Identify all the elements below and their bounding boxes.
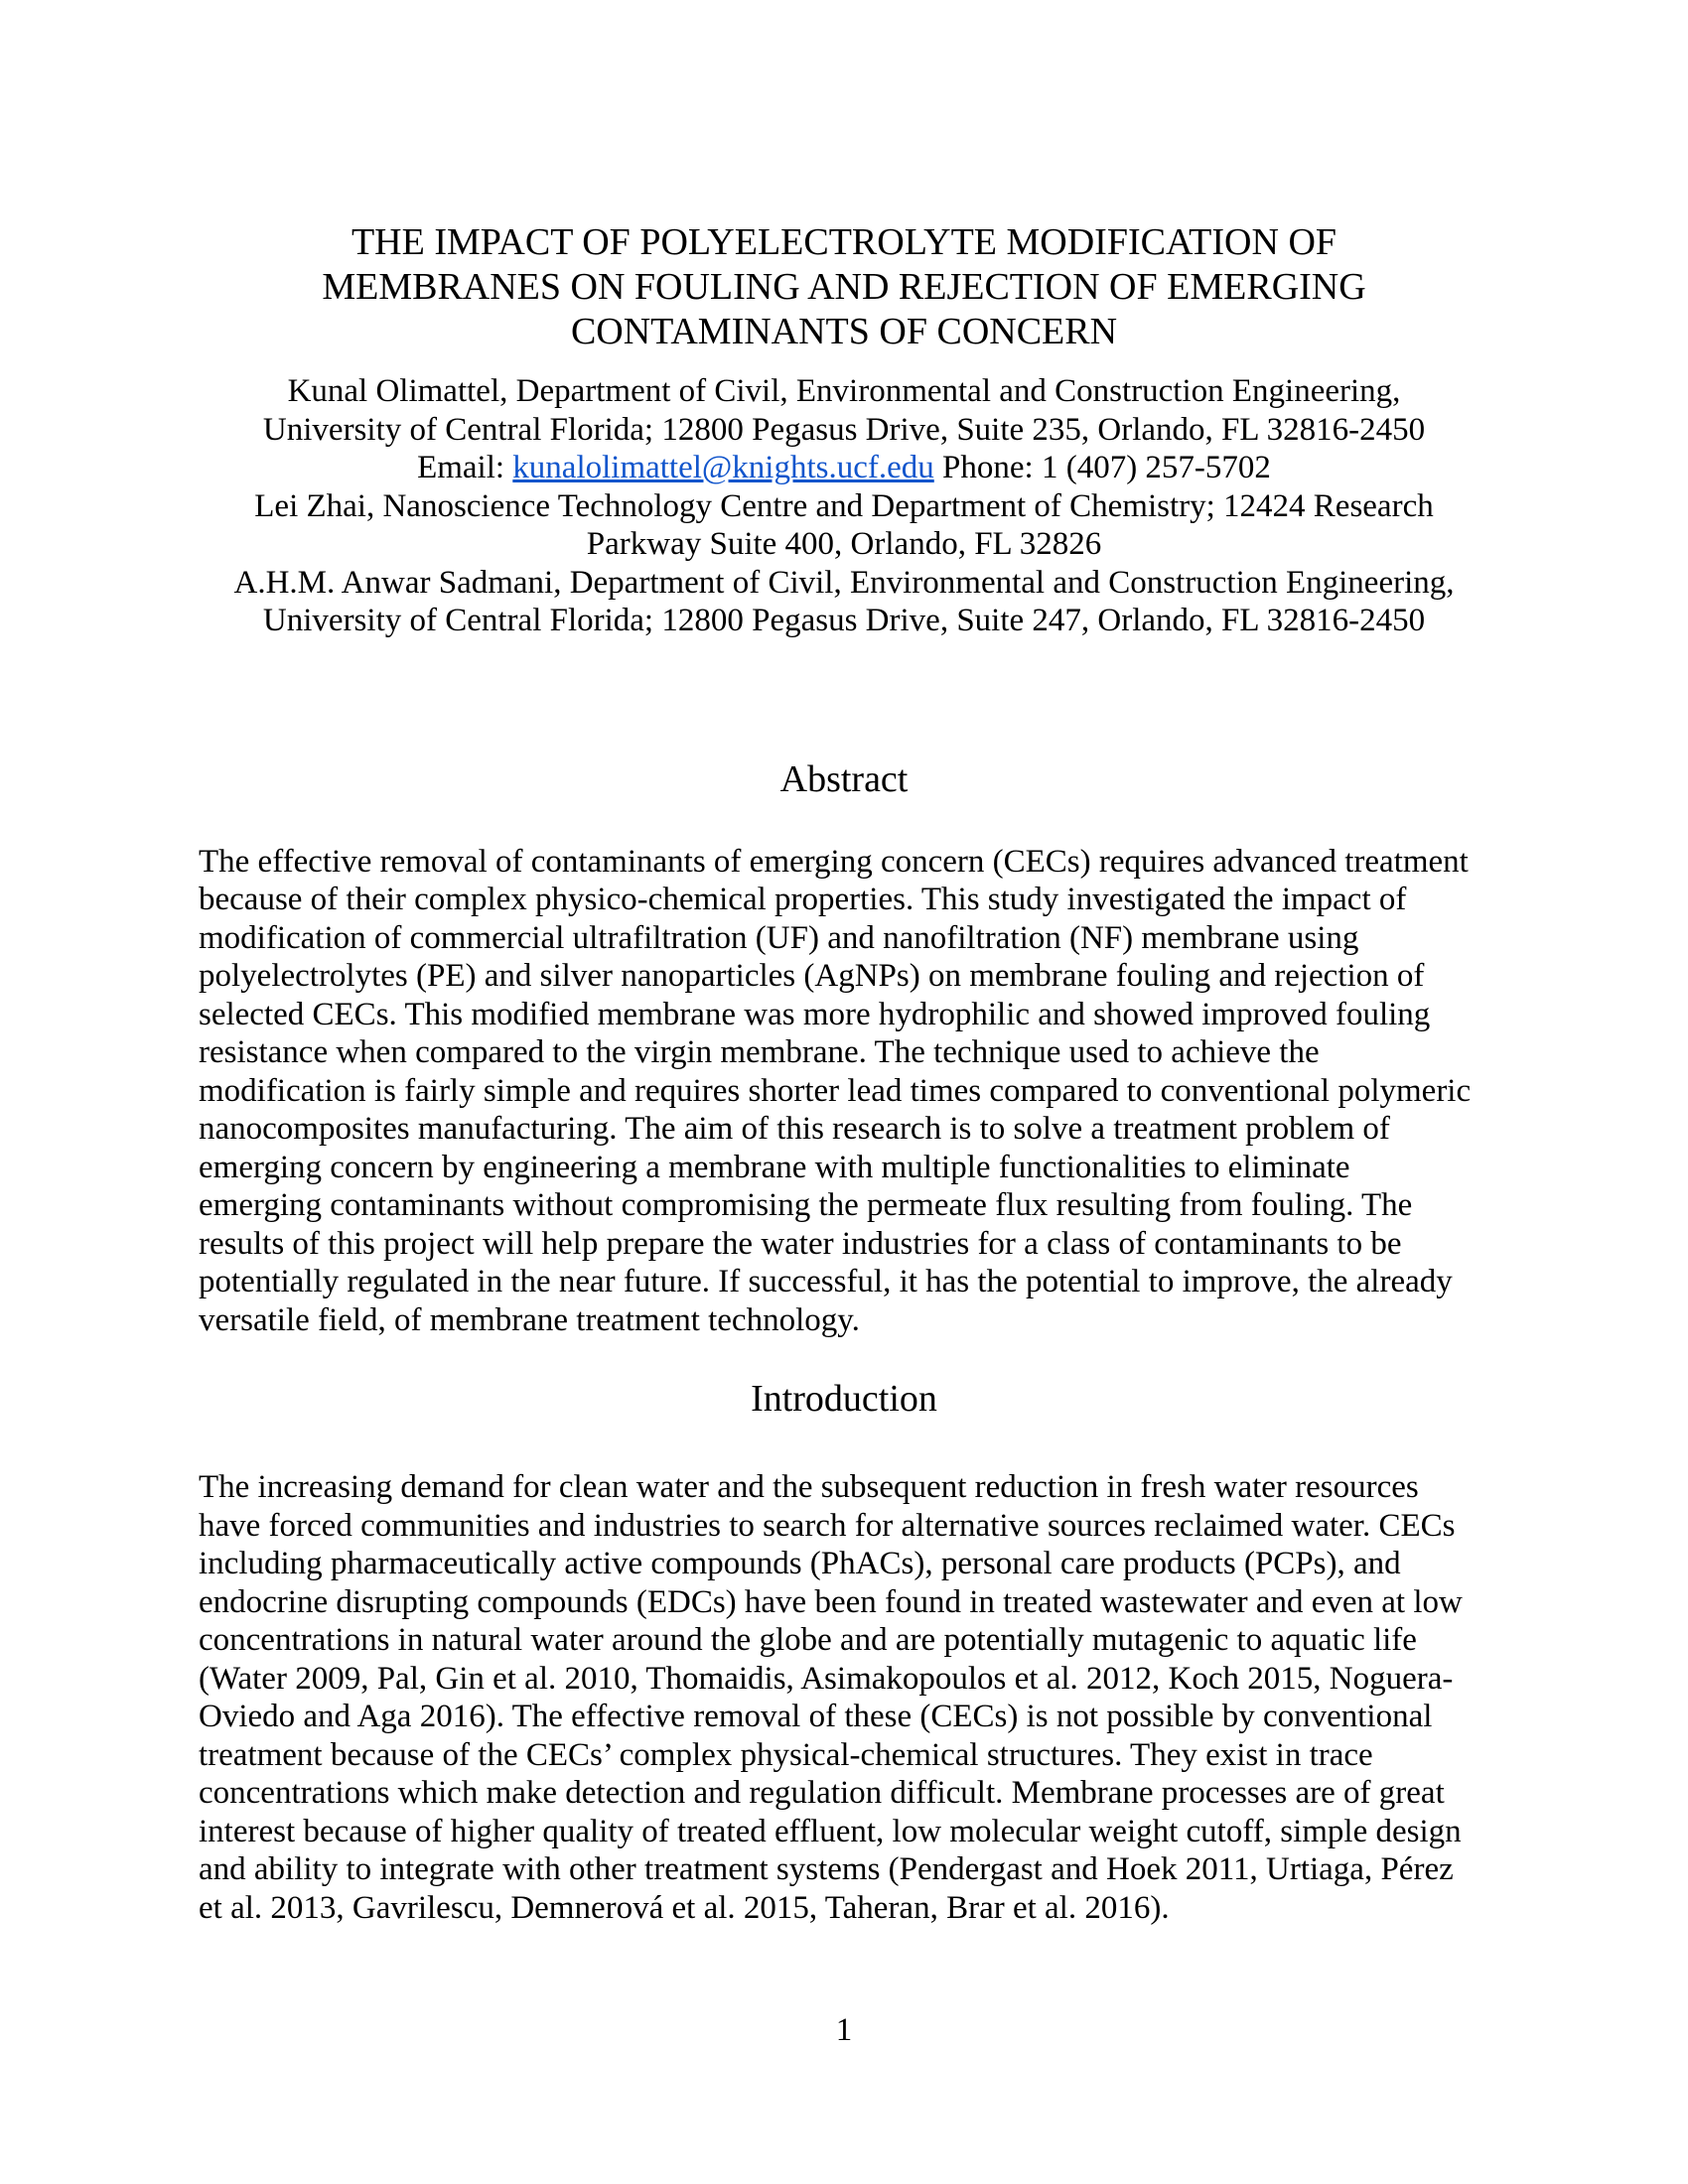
text-line: and ability to integrate with other treatment systems (Pendergast and Hoek 2011, Urtiaga, Pérez [199,1851,1454,1887]
text-line: THE IMPACT OF POLYELECTROLYTE MODIFICATION OF [351,221,1337,263]
author-line: University of Central Florida; 12800 Pegasus Drive, Suite 247, Orlando, FL 32816-2450 [262,603,1426,638]
email-link[interactable]: kunalolimattel@knights.ucf.edu [512,450,934,485]
page-number: 1 [835,2012,853,2048]
abstract-heading: Abstract [779,757,909,800]
author-line: A.H.M. Anwar Sadmani, Department of Civil, Environmental and Construction Engineering, [233,564,1455,601]
author-block [199,372,1489,640]
introduction-paragraph [199,1468,1489,1927]
text-line: The effective removal of contaminants of emerging concern (CECs) requires advanced treatment [199,843,1469,880]
text-line: have forced communities and industries to search for alternative sources reclaimed water. CECs [199,1507,1456,1544]
abstract-paragraph [199,843,1489,1340]
text-line: et al. 2013, Gavrilescu, Demnerová et al. 2015, Taheran, Brar et al. 2016). [199,1889,1170,1926]
text-line: nanocomposites manufacturing. The aim of this research is to solve a treatment problem of [199,1111,1390,1147]
paper-title [199,220,1489,354]
text-line: resistance when compared to the virgin membrane. The technique used to achieve the [199,1034,1320,1070]
introduction-heading: Introduction [751,1378,937,1420]
text-line: results of this project will help prepare the water industries for a class of contaminants to be [199,1225,1402,1262]
text-line: potentially regulated in the near future. If successful, it has the potential to improve, the already [199,1264,1453,1299]
text-line: MEMBRANES ON FOULING AND REJECTION OF EMERGING [322,266,1366,308]
text-line: selected CECs. This modified membrane was more hydrophilic and showed improved fouling [199,996,1431,1032]
text-line: emerging concern by engineering a membrane with multiple functionalities to eliminate [199,1149,1350,1185]
text-line: endocrine disrupting compounds (EDCs) have been found in treated wastewater and even at low [199,1583,1463,1620]
text-line: concentrations in natural water around the globe and are potentially mutagenic to aquatic life [199,1622,1417,1658]
text-line: versatile field, of membrane treatment technology. [199,1301,860,1338]
author-contact-line [199,449,1489,487]
text-line: treatment because of the CECs’ complex physical-chemical structures. They exist in trace [199,1736,1373,1773]
email-label: Email: [417,450,505,485]
text-line: interest because of higher quality of treated effluent, low molecular weight cutoff, simple design [199,1813,1462,1849]
text-line: modification is fairly simple and requires shorter lead times compared to conventional polymeric [199,1072,1472,1109]
author-line: Lei Zhai, Nanoscience Technology Centre and Department of Chemistry; 12424 Research [254,487,1434,524]
author-line: Kunal Olimattel, Department of Civil, Environmental and Construction Engineering, [287,373,1401,409]
text-line: The increasing demand for clean water and the subsequent reduction in fresh water resources [199,1469,1419,1505]
text-line: because of their complex physico-chemical properties. This study investigated the impact of [199,882,1407,917]
phone-text: Phone: 1 (407) 257-5702 [942,450,1271,485]
text-line: concentrations which make detection and regulation difficult. Membrane processes are of great [199,1775,1445,1811]
text-line: including pharmaceutically active compounds (PhACs), personal care products (PCPs), and [199,1546,1401,1581]
text-line: CONTAMINANTS OF CONCERN [570,311,1118,352]
text-line: polyelectrolytes (PE) and silver nanoparticles (AgNPs) on membrane fouling and rejection of [199,958,1425,994]
author-line: University of Central Florida; 12800 Pegasus Drive, Suite 235, Orlando, FL 32816-2450 [262,411,1426,448]
text-line: modification of commercial ultrafiltration (UF) and nanofiltration (NF) membrane using [199,919,1359,956]
author-line: Parkway Suite 400, Orlando, FL 32826 [586,526,1102,562]
text-line: emerging contaminants without compromising the permeate flux resulting from fouling. The [199,1187,1413,1223]
text-line: Oviedo and Aga 2016). The effective removal of these (CECs) is not possible by conventional [199,1699,1433,1734]
text-line: (Water 2009, Pal, Gin et al. 2010, Thomaidis, Asimakopoulos et al. 2012, Koch 2015, Noguera- [199,1660,1454,1697]
